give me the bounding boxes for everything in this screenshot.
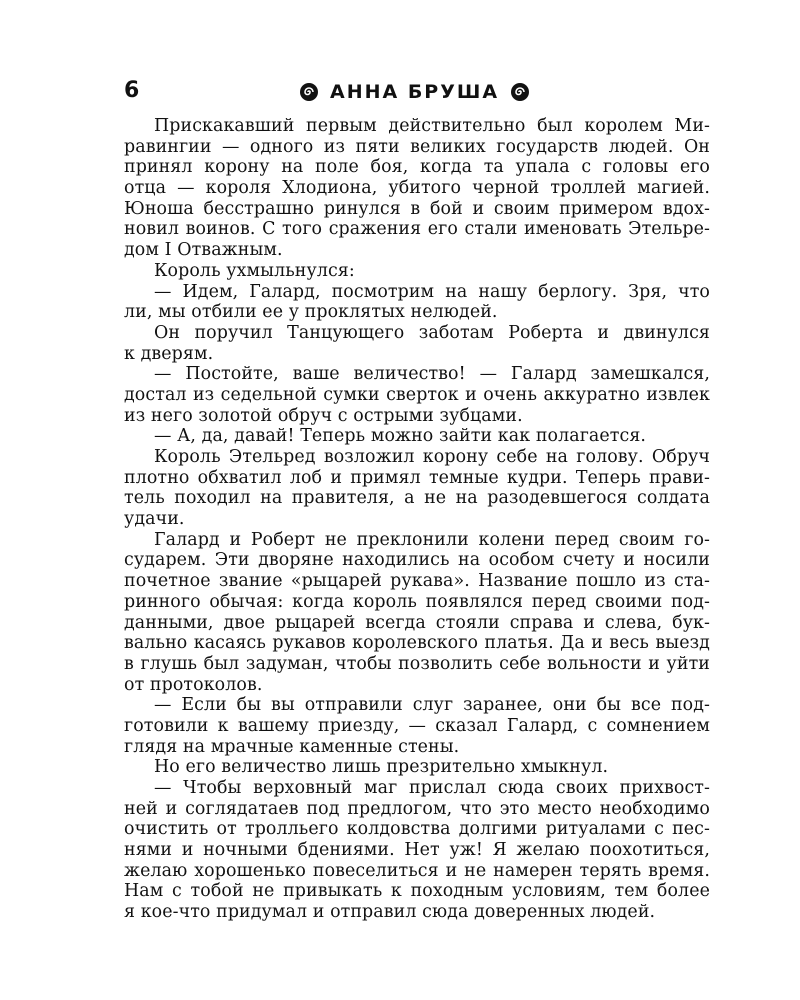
page-number: 6 bbox=[124, 78, 140, 103]
text-line: почетное звание «рыцарей рукава». Название пошло из ста- bbox=[124, 571, 710, 592]
text-line: удачи. bbox=[124, 509, 185, 530]
text-line: — Если бы вы отправили слуг заранее, они бы все под- bbox=[154, 695, 710, 716]
text-line: — Чтобы верховный маг прислал сюда своих прихвост- bbox=[154, 778, 710, 798]
text-line: желаю хорошенько повеселиться и не намерен терять время. bbox=[124, 860, 710, 881]
text-line: из него золотой обруч с острыми зубцами. bbox=[124, 405, 523, 426]
text-line: принял корону на поле боя, когда та упала с головы его bbox=[124, 157, 710, 178]
text-line: Он поручил Танцующего заботам Роберта и двинулся bbox=[154, 322, 710, 343]
text-line: Прискакавший первым действительно был королем Ми- bbox=[154, 116, 710, 136]
text-line: равингии — одного из пяти великих государств людей. Он bbox=[124, 136, 710, 157]
text-line: я кое-что придумал и отправил сюда доверенных людей. bbox=[124, 902, 656, 923]
text-line: от протоколов. bbox=[124, 674, 263, 695]
text-line: ли, мы отбили ее у проклятых нелюдей. bbox=[124, 302, 498, 323]
text-line: готовили к вашему приезду, — сказал Галард, с сомнением bbox=[124, 715, 710, 736]
running-header bbox=[298, 80, 531, 104]
text-line: в глушь был задуман, чтобы позволить себе вольности и уйти bbox=[124, 653, 710, 674]
text-line: достал из седельной сумки сверток и очень аккуратно извлек bbox=[124, 384, 710, 405]
spiral-ornament-icon bbox=[509, 81, 531, 103]
body-text bbox=[124, 116, 710, 923]
text-line: Но его величество лишь презрительно хмыкнул. bbox=[154, 757, 609, 778]
text-line: данными, двое рыцарей всегда стояли справа и слева, бук- bbox=[124, 612, 710, 633]
text-line: — Постойте, ваше величество! — Галард замешкался, bbox=[154, 364, 710, 385]
text-line: — А, да, давай! Теперь можно зайти как полагается. bbox=[154, 426, 647, 447]
text-line: Нам с тобой не привыкать к походным условиям, тем более bbox=[124, 881, 710, 902]
text-line: отца — короля Хлодиона, убитого черной троллей магией. bbox=[124, 178, 710, 199]
text-line: к дверям. bbox=[124, 343, 214, 364]
text-line: сударем. Эти дворяне находились на особом счету и носили bbox=[124, 550, 710, 571]
text-line: тель походил на правителя, а не на разодевшегося солдата bbox=[124, 488, 710, 509]
text-line: вально касаясь рукавов королевского платья. Да и весь выезд bbox=[124, 633, 710, 654]
text-line: нями и ночными бдениями. Нет уж! Я желаю поохотиться, bbox=[124, 840, 710, 861]
text-line: дом I Отважным. bbox=[124, 240, 283, 261]
author-name-header: АННА БРУША bbox=[330, 81, 500, 103]
text-line: — Идем, Галард, посмотрим на нашу берлогу. Зря, что bbox=[154, 281, 710, 302]
text-line: плотно обхватил лоб и примял темные кудри. Теперь прави- bbox=[124, 467, 710, 488]
text-line: Юноша бесстрашно ринулся в бой и своим примером вдох- bbox=[124, 198, 710, 219]
text-line: новил воинов. С того сражения его стали именовать Этельре- bbox=[124, 219, 710, 240]
spiral-ornament-icon bbox=[298, 81, 320, 103]
text-line: Король ухмыльнулся: bbox=[154, 260, 355, 281]
text-line: Король Этельред возложил корону себе на голову. Обруч bbox=[154, 447, 710, 467]
text-line: глядя на мрачные каменные стены. bbox=[124, 736, 460, 757]
text-line: ринного обычая: когда король появлялся перед своими под- bbox=[124, 591, 710, 612]
text-line: ней и соглядатаев под предлогом, что это место необходимо bbox=[124, 798, 710, 819]
text-line: очистить от тролльего колдовства долгими ритуалами с пес- bbox=[124, 819, 710, 840]
text-line: Галард и Роберт не преклонили колени перед своим го- bbox=[154, 529, 710, 550]
